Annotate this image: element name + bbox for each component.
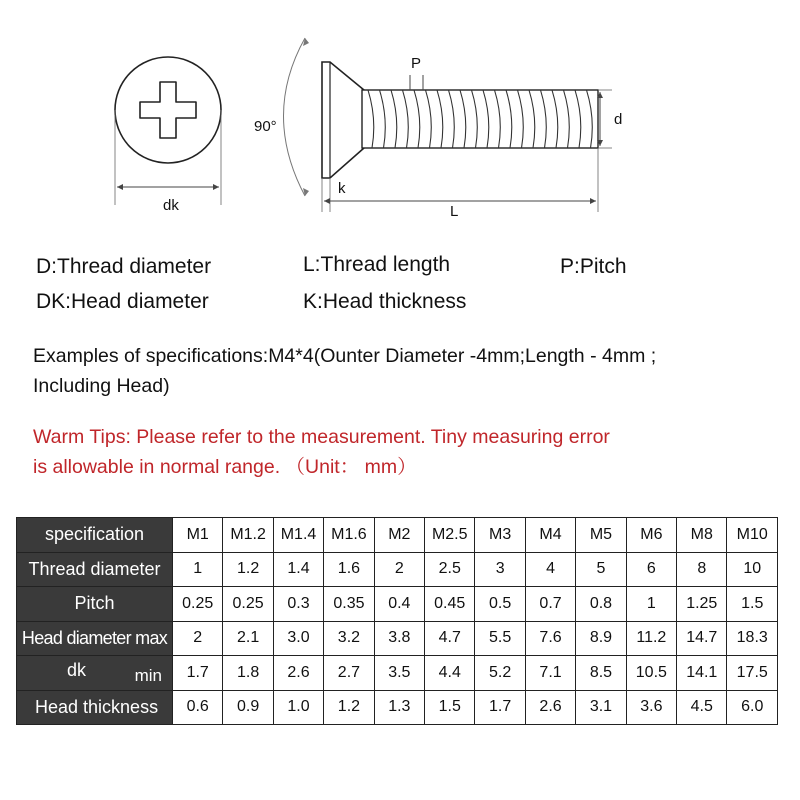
value-cell: 0.6 xyxy=(173,690,223,725)
legend-pitch: P:Pitch xyxy=(560,255,627,278)
value-cell: 4.7 xyxy=(425,621,475,656)
examples-line-2: Including Head) xyxy=(33,375,170,397)
pitch-label: P xyxy=(411,55,422,72)
legend-thread-length: L:Thread length xyxy=(303,253,451,276)
examples-text xyxy=(33,341,773,401)
value-cell: 5.5 xyxy=(475,621,525,656)
examples-line-1: Examples of specifications:M4*4(Ounter Diameter -4mm;Length - 4mm ; xyxy=(33,345,657,367)
value-cell: 1.7 xyxy=(173,656,223,691)
value-cell: 10.5 xyxy=(626,656,676,691)
row-label-main: dk xyxy=(67,660,87,680)
table-row xyxy=(17,552,778,587)
size-header-cell: M1.6 xyxy=(324,518,374,553)
value-cell: 1 xyxy=(626,587,676,622)
value-cell: 1.0 xyxy=(273,690,323,725)
value-cell: 10 xyxy=(727,552,778,587)
value-cell: 4 xyxy=(525,552,575,587)
size-header-cell: M1.4 xyxy=(273,518,323,553)
value-cell: 2.6 xyxy=(525,690,575,725)
row-label-cell: Head diameter max xyxy=(17,621,173,656)
value-cell: 0.25 xyxy=(173,587,223,622)
value-cell: 1.7 xyxy=(475,690,525,725)
row-label-cell: Head thickness xyxy=(17,690,173,725)
value-cell: 2.5 xyxy=(425,552,475,587)
size-header-cell: M2 xyxy=(374,518,424,553)
header-label-cell: specification xyxy=(17,518,173,553)
value-cell: 0.35 xyxy=(324,587,374,622)
value-cell: 11.2 xyxy=(626,621,676,656)
row-label-cell xyxy=(17,656,173,691)
tips-line-2: is allowable in normal range. （Unit： mm） xyxy=(33,456,417,478)
value-cell: 2 xyxy=(173,621,223,656)
size-header-cell: M5 xyxy=(576,518,626,553)
size-header-cell: M3 xyxy=(475,518,525,553)
spec-table xyxy=(16,517,778,725)
value-cell: 4.5 xyxy=(677,690,727,725)
value-cell: 7.1 xyxy=(525,656,575,691)
value-cell: 1.6 xyxy=(324,552,374,587)
tips-line-1: Warm Tips: Please refer to the measurement. Tiny measuring error xyxy=(33,426,610,448)
value-cell: 4.4 xyxy=(425,656,475,691)
screw-diagram xyxy=(0,0,800,230)
value-cell: 8 xyxy=(677,552,727,587)
value-cell: 3.1 xyxy=(576,690,626,725)
value-cell: 1.3 xyxy=(374,690,424,725)
table-row xyxy=(17,690,778,725)
value-cell: 17.5 xyxy=(727,656,778,691)
size-header-cell: M8 xyxy=(677,518,727,553)
value-cell: 2.7 xyxy=(324,656,374,691)
size-header-cell: M2.5 xyxy=(425,518,475,553)
value-cell: 18.3 xyxy=(727,621,778,656)
diameter-label: d xyxy=(614,111,623,128)
head-thickness-label: k xyxy=(338,180,346,197)
value-cell: 5.2 xyxy=(475,656,525,691)
legend-head-thickness: K:Head thickness xyxy=(303,290,467,313)
value-cell: 1.4 xyxy=(273,552,323,587)
value-cell: 14.1 xyxy=(677,656,727,691)
value-cell: 3.5 xyxy=(374,656,424,691)
table-row xyxy=(17,587,778,622)
value-cell: 0.25 xyxy=(223,587,273,622)
table-header-row xyxy=(17,518,778,553)
value-cell: 0.9 xyxy=(223,690,273,725)
value-cell: 3 xyxy=(475,552,525,587)
value-cell: 3.6 xyxy=(626,690,676,725)
value-cell: 0.4 xyxy=(374,587,424,622)
value-cell: 7.6 xyxy=(525,621,575,656)
value-cell: 3.0 xyxy=(273,621,323,656)
size-header-cell: M1.2 xyxy=(223,518,273,553)
value-cell: 8.5 xyxy=(576,656,626,691)
size-header-cell: M6 xyxy=(626,518,676,553)
value-cell: 1.2 xyxy=(223,552,273,587)
row-label-cell: Pitch xyxy=(17,587,173,622)
warm-tips xyxy=(33,422,773,482)
value-cell: 0.8 xyxy=(576,587,626,622)
table-row xyxy=(17,656,778,691)
dk-label: dk xyxy=(163,197,179,214)
value-cell: 5 xyxy=(576,552,626,587)
value-cell: 0.3 xyxy=(273,587,323,622)
legend-thread-diameter: D:Thread diameter xyxy=(36,255,212,278)
value-cell: 1.5 xyxy=(727,587,778,622)
row-label-sub: min xyxy=(134,666,162,685)
value-cell: 1.8 xyxy=(223,656,273,691)
value-cell: 6 xyxy=(626,552,676,587)
head-top-view xyxy=(115,57,221,214)
value-cell: 0.45 xyxy=(425,587,475,622)
length-label: L xyxy=(450,203,459,220)
value-cell: 2.1 xyxy=(223,621,273,656)
size-header-cell: M4 xyxy=(525,518,575,553)
value-cell: 14.7 xyxy=(677,621,727,656)
value-cell: 1.25 xyxy=(677,587,727,622)
value-cell: 1 xyxy=(173,552,223,587)
row-label-cell: Thread diameter xyxy=(17,552,173,587)
value-cell: 2 xyxy=(374,552,424,587)
value-cell: 2.6 xyxy=(273,656,323,691)
value-cell: 6.0 xyxy=(727,690,778,725)
legend-head-diameter: DK:Head diameter xyxy=(36,290,209,313)
size-header-cell: M1 xyxy=(173,518,223,553)
value-cell: 0.5 xyxy=(475,587,525,622)
angle-label: 90° xyxy=(254,118,277,135)
value-cell: 0.7 xyxy=(525,587,575,622)
table-row xyxy=(17,621,778,656)
value-cell: 8.9 xyxy=(576,621,626,656)
value-cell: 3.8 xyxy=(374,621,424,656)
screw-side-view xyxy=(254,38,622,220)
value-cell: 3.2 xyxy=(324,621,374,656)
value-cell: 1.2 xyxy=(324,690,374,725)
size-header-cell: M10 xyxy=(727,518,778,553)
value-cell: 1.5 xyxy=(425,690,475,725)
